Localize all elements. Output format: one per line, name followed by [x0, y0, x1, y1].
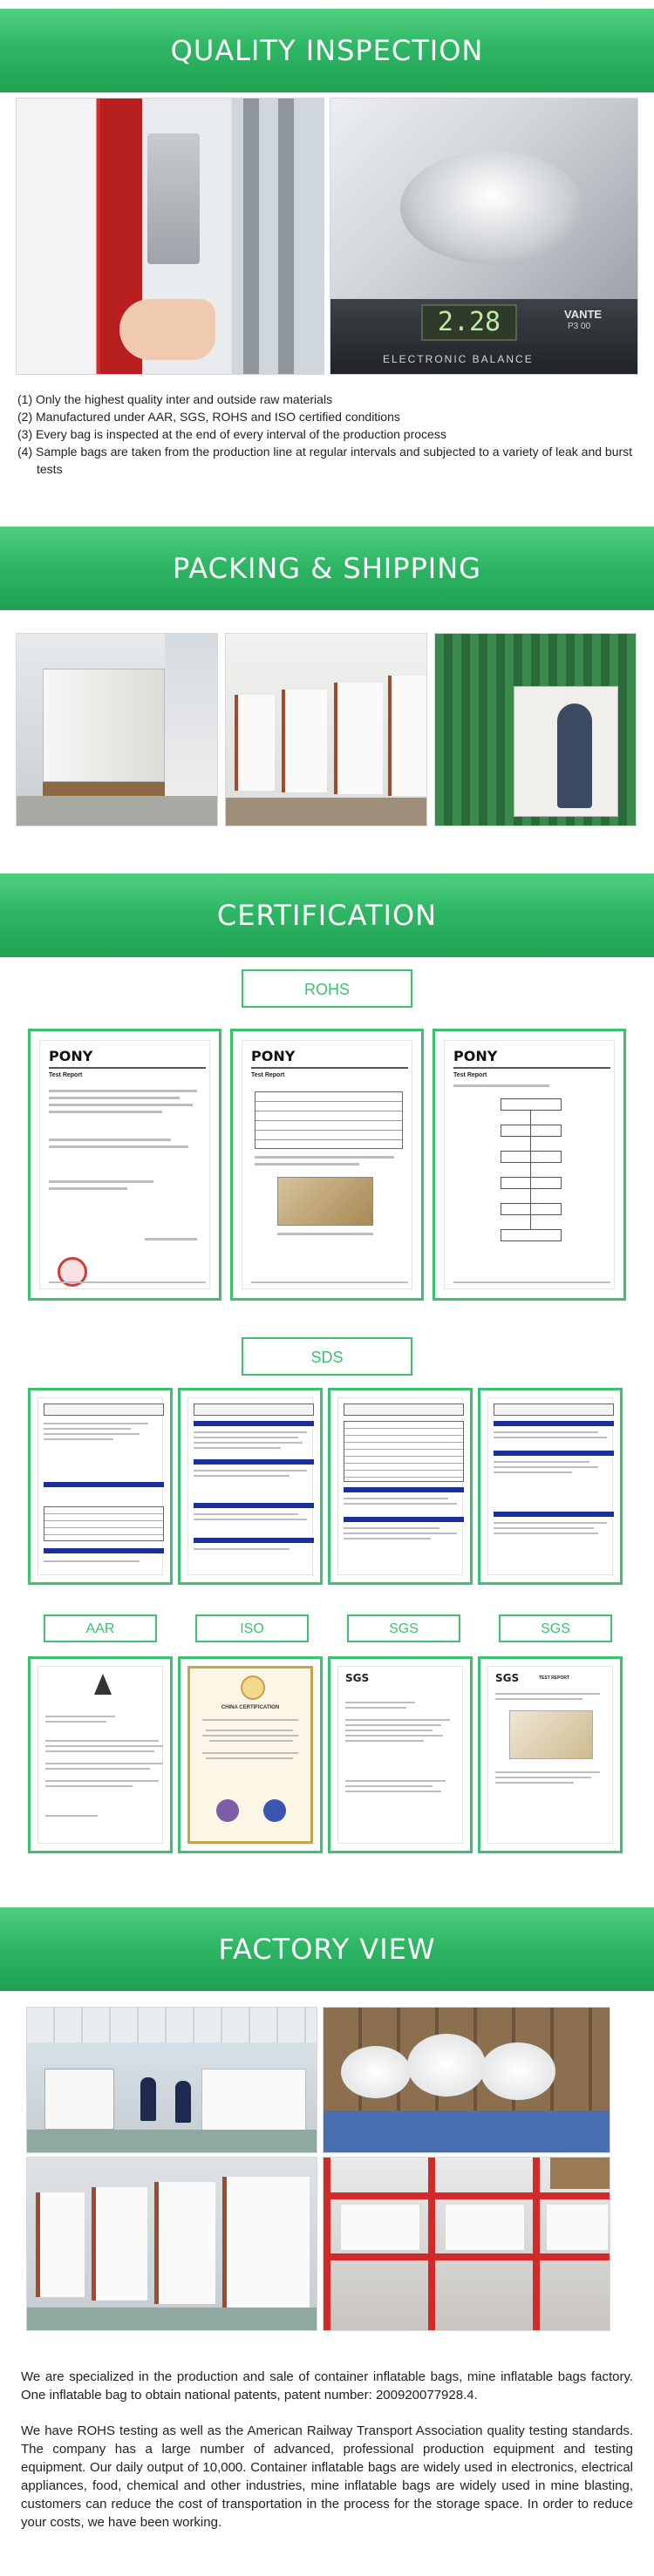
- iso-document: [178, 1656, 323, 1853]
- section-banner-quality: QUALITY INSPECTION: [0, 9, 654, 92]
- doc-title: Test Report: [453, 1072, 487, 1078]
- sds-document-3: [328, 1388, 473, 1585]
- scale-model: P3 00: [568, 322, 591, 331]
- sgs-document-1: [328, 1656, 473, 1853]
- sds-document-1: [28, 1388, 173, 1585]
- sgs-logo: SGS: [345, 1672, 370, 1684]
- iso-heading: CHINA CERTIFICATION: [221, 1705, 280, 1710]
- list-item: (4) Sample bags are taken from the production line at regular intervals and subjected to a variety of leak and burst tests: [17, 445, 633, 476]
- photo-tensile-testing: [16, 98, 324, 375]
- photo-warehouse-boards: [225, 633, 427, 826]
- cert-label-sds: SDS: [242, 1337, 412, 1376]
- photo-container-loading: [434, 633, 637, 826]
- photo-packed-pallets: [16, 633, 218, 826]
- details-paragraph: We have ROHS testing as well as the American Railway Transport Association quality testing standards. The company has a large number of advanced, professional production equipment and testing equipment. Our daily output of 10,000. Container inflatable bags are widely used in electronics, electrical appliances, food, chemical and other industries, mine inflatable bags are widely used in mine blasting, customers can reduce the cost of transportation in the process for the storage space. In order to reduce your costs, we have been working.: [21, 2423, 633, 2530]
- cert-label-rohs: ROHS: [242, 969, 412, 1008]
- cert-label-aar: AAR: [44, 1614, 157, 1642]
- sgs-logo: SGS: [495, 1672, 520, 1684]
- scale-display: 2.28: [421, 304, 517, 341]
- rohs-document-3: [433, 1029, 626, 1301]
- list-item: (1) Only the highest quality inter and outside raw materials: [17, 392, 333, 406]
- scale-brand: VANTE: [564, 308, 603, 321]
- sgs-document-2: [478, 1656, 623, 1853]
- photo-factory-floor: [26, 2007, 317, 2153]
- sds-document-2: [178, 1388, 323, 1585]
- intro-paragraph: We are specialized in the production and sale of container inflatable bags, mine inflatable bags factory. One inflatable bag to obtain national patents, patent number: 200920077928.4.: [21, 2369, 633, 2403]
- section-banner-packing: PACKING & SHIPPING: [0, 527, 654, 610]
- pony-logo: PONY: [49, 1048, 93, 1064]
- cert-label-iso: ISO: [195, 1614, 309, 1642]
- section-banner-factory: FACTORY VIEW: [0, 1907, 654, 1991]
- pony-logo: PONY: [251, 1048, 296, 1064]
- doc-title: Test Report: [251, 1072, 285, 1078]
- quality-list: [0, 391, 654, 478]
- doc-title: Test Report: [49, 1072, 83, 1078]
- rohs-document-2: [230, 1029, 424, 1301]
- photo-board-stacks: [26, 2157, 317, 2331]
- pony-logo: PONY: [453, 1048, 498, 1064]
- cert-label-sgs-2: SGS: [499, 1614, 612, 1642]
- cert-label-sgs-1: SGS: [347, 1614, 460, 1642]
- sgs-report-title: TEST REPORT: [539, 1675, 570, 1681]
- photo-red-racks: [323, 2157, 610, 2331]
- rohs-document-1: [28, 1029, 221, 1301]
- photo-inflated-bags: [323, 2007, 610, 2153]
- section-banner-certification: CERTIFICATION: [0, 873, 654, 957]
- list-item: (2) Manufactured under AAR, SGS, ROHS and ISO certified conditions: [17, 410, 400, 424]
- aar-document: [28, 1656, 173, 1853]
- photo-electronic-balance: [330, 98, 638, 375]
- scale-label: ELECTRONIC BALANCE: [383, 353, 534, 365]
- sds-document-4: [478, 1388, 623, 1585]
- list-item: (3) Every bag is inspected at the end of every interval of the production process: [17, 427, 446, 441]
